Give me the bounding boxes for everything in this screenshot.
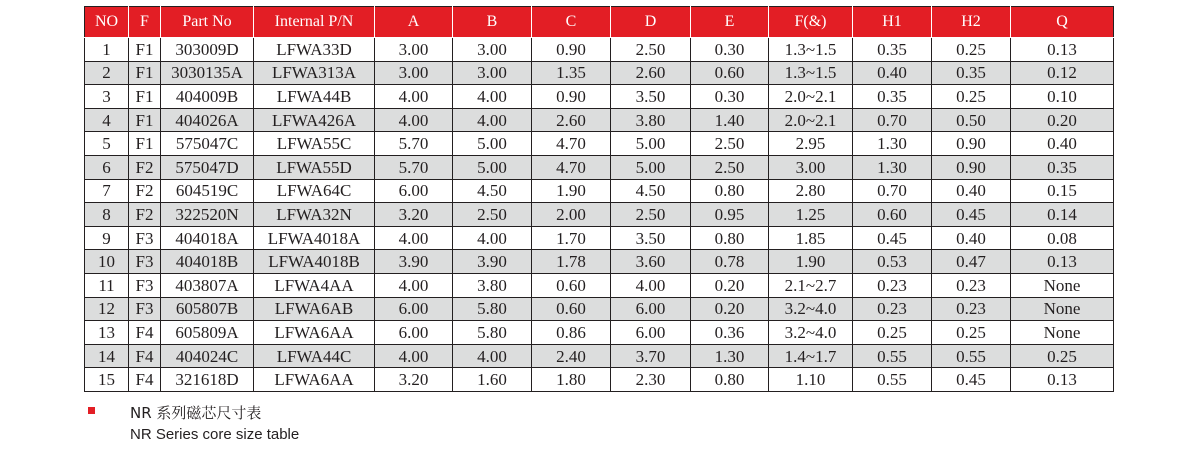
cell-h2: 0.90 — [932, 155, 1011, 179]
column-header-q: Q — [1011, 7, 1114, 38]
cell-h1: 1.30 — [853, 132, 932, 156]
cell-q: 0.40 — [1011, 132, 1114, 156]
cell-internal-pn: LFWA4018A — [254, 226, 375, 250]
cell-part-no: 605807B — [161, 297, 254, 321]
cell-q: None — [1011, 321, 1114, 345]
cell-h1: 0.35 — [853, 85, 932, 109]
table-row — [85, 179, 1114, 203]
cell-a: 3.20 — [375, 203, 453, 227]
table-row — [85, 38, 1114, 62]
caption-english: NR Series core size table — [130, 426, 300, 443]
cell-a: 4.00 — [375, 344, 453, 368]
cell-e: 0.30 — [691, 38, 769, 62]
table-row — [85, 297, 1114, 321]
cell-part-no: 404024C — [161, 344, 254, 368]
cell-h1: 0.23 — [853, 273, 932, 297]
cell-internal-pn: LFWA6AB — [254, 297, 375, 321]
cell-h2: 0.45 — [932, 368, 1011, 392]
cell-b: 1.60 — [453, 368, 532, 392]
cell-q: None — [1011, 297, 1114, 321]
cell-no: 2 — [85, 61, 129, 85]
cell-f: 2.0~2.1 — [769, 108, 853, 132]
cell-d: 3.70 — [611, 344, 691, 368]
table-row — [85, 321, 1114, 345]
cell-f: 2.0~2.1 — [769, 85, 853, 109]
cell-form: F4 — [129, 368, 161, 392]
cell-form: F2 — [129, 155, 161, 179]
cell-d: 2.50 — [611, 203, 691, 227]
cell-a: 3.00 — [375, 61, 453, 85]
cell-d: 3.50 — [611, 85, 691, 109]
cell-internal-pn: LFWA6AA — [254, 321, 375, 345]
cell-c: 1.80 — [532, 368, 611, 392]
cell-b: 5.00 — [453, 155, 532, 179]
cell-h1: 0.25 — [853, 321, 932, 345]
cell-internal-pn: LFWA426A — [254, 108, 375, 132]
cell-part-no: 322520N — [161, 203, 254, 227]
cell-h2: 0.23 — [932, 273, 1011, 297]
cell-h1: 0.53 — [853, 250, 932, 274]
column-header-h2: H2 — [932, 7, 1011, 38]
cell-e: 0.60 — [691, 61, 769, 85]
cell-b: 3.80 — [453, 273, 532, 297]
cell-c: 1.70 — [532, 226, 611, 250]
table-row — [85, 226, 1114, 250]
cell-b: 3.00 — [453, 38, 532, 62]
cell-h2: 0.25 — [932, 38, 1011, 62]
cell-h2: 0.90 — [932, 132, 1011, 156]
cell-d: 2.30 — [611, 368, 691, 392]
cell-h2: 0.45 — [932, 203, 1011, 227]
cell-q: 0.15 — [1011, 179, 1114, 203]
cell-q: None — [1011, 273, 1114, 297]
table-row — [85, 368, 1114, 392]
cell-part-no: 575047C — [161, 132, 254, 156]
column-header-part-no: Part No — [161, 7, 254, 38]
caption-chinese: NR 系列磁芯尺寸表 — [130, 404, 262, 422]
cell-h2: 0.50 — [932, 108, 1011, 132]
cell-e: 0.20 — [691, 273, 769, 297]
cell-e: 0.78 — [691, 250, 769, 274]
cell-f: 1.85 — [769, 226, 853, 250]
cell-e: 2.50 — [691, 132, 769, 156]
cell-c: 2.40 — [532, 344, 611, 368]
cell-e: 0.36 — [691, 321, 769, 345]
column-header-form: F — [129, 7, 161, 38]
table-row — [85, 108, 1114, 132]
cell-c: 1.35 — [532, 61, 611, 85]
cell-h1: 0.40 — [853, 61, 932, 85]
cell-h1: 0.55 — [853, 368, 932, 392]
table-row — [85, 85, 1114, 109]
cell-no: 13 — [85, 321, 129, 345]
cell-d: 5.00 — [611, 132, 691, 156]
cell-part-no: 575047D — [161, 155, 254, 179]
cell-q: 0.35 — [1011, 155, 1114, 179]
cell-no: 11 — [85, 273, 129, 297]
cell-part-no: 605809A — [161, 321, 254, 345]
cell-b: 4.00 — [453, 226, 532, 250]
cell-internal-pn: LFWA44C — [254, 344, 375, 368]
cell-form: F3 — [129, 226, 161, 250]
cell-c: 0.90 — [532, 85, 611, 109]
cell-no: 3 — [85, 85, 129, 109]
cell-internal-pn: LFWA55D — [254, 155, 375, 179]
cell-q: 0.25 — [1011, 344, 1114, 368]
cell-h2: 0.47 — [932, 250, 1011, 274]
cell-q: 0.14 — [1011, 203, 1114, 227]
cell-internal-pn: LFWA4018B — [254, 250, 375, 274]
cell-h2: 0.25 — [932, 85, 1011, 109]
cell-no: 15 — [85, 368, 129, 392]
cell-form: F3 — [129, 273, 161, 297]
column-header-e: E — [691, 7, 769, 38]
cell-form: F2 — [129, 203, 161, 227]
cell-no: 12 — [85, 297, 129, 321]
cell-b: 3.90 — [453, 250, 532, 274]
cell-form: F3 — [129, 250, 161, 274]
cell-f: 1.25 — [769, 203, 853, 227]
cell-internal-pn: LFWA313A — [254, 61, 375, 85]
cell-part-no: 404009B — [161, 85, 254, 109]
cell-a: 4.00 — [375, 273, 453, 297]
cell-c: 0.60 — [532, 297, 611, 321]
cell-a: 3.00 — [375, 38, 453, 62]
cell-a: 3.90 — [375, 250, 453, 274]
table-row — [85, 250, 1114, 274]
cell-form: F1 — [129, 132, 161, 156]
table-header-row — [85, 7, 1114, 38]
cell-e: 0.20 — [691, 297, 769, 321]
cell-internal-pn: LFWA64C — [254, 179, 375, 203]
cell-e: 1.30 — [691, 344, 769, 368]
cell-no: 9 — [85, 226, 129, 250]
cell-no: 5 — [85, 132, 129, 156]
cell-h1: 0.60 — [853, 203, 932, 227]
cell-b: 2.50 — [453, 203, 532, 227]
table-row — [85, 132, 1114, 156]
cell-a: 5.70 — [375, 132, 453, 156]
cell-part-no: 404018A — [161, 226, 254, 250]
cell-f: 3.2~4.0 — [769, 321, 853, 345]
cell-e: 1.40 — [691, 108, 769, 132]
cell-a: 5.70 — [375, 155, 453, 179]
cell-part-no: 321618D — [161, 368, 254, 392]
cell-f: 3.2~4.0 — [769, 297, 853, 321]
cell-part-no: 404018B — [161, 250, 254, 274]
cell-f: 2.80 — [769, 179, 853, 203]
table-row — [85, 344, 1114, 368]
cell-b: 4.00 — [453, 85, 532, 109]
cell-q: 0.08 — [1011, 226, 1114, 250]
cell-h1: 0.55 — [853, 344, 932, 368]
cell-f: 1.10 — [769, 368, 853, 392]
cell-form: F2 — [129, 179, 161, 203]
cell-e: 0.80 — [691, 179, 769, 203]
cell-d: 4.00 — [611, 273, 691, 297]
cell-c: 0.60 — [532, 273, 611, 297]
cell-h1: 0.70 — [853, 108, 932, 132]
cell-b: 5.00 — [453, 132, 532, 156]
cell-c: 4.70 — [532, 155, 611, 179]
cell-a: 4.00 — [375, 85, 453, 109]
cell-form: F4 — [129, 321, 161, 345]
cell-f: 2.1~2.7 — [769, 273, 853, 297]
cell-b: 4.50 — [453, 179, 532, 203]
cell-no: 6 — [85, 155, 129, 179]
table-row — [85, 155, 1114, 179]
cell-c: 2.60 — [532, 108, 611, 132]
cell-a: 6.00 — [375, 321, 453, 345]
cell-h1: 0.70 — [853, 179, 932, 203]
cell-form: F1 — [129, 108, 161, 132]
cell-a: 4.00 — [375, 108, 453, 132]
cell-form: F1 — [129, 85, 161, 109]
column-header-b: B — [453, 7, 532, 38]
cell-h2: 0.40 — [932, 226, 1011, 250]
cell-d: 3.80 — [611, 108, 691, 132]
table-row — [85, 273, 1114, 297]
cell-d: 3.50 — [611, 226, 691, 250]
cell-e: 0.30 — [691, 85, 769, 109]
cell-internal-pn: LFWA32N — [254, 203, 375, 227]
cell-form: F1 — [129, 61, 161, 85]
column-header-a: A — [375, 7, 453, 38]
column-header-no: NO — [85, 7, 129, 38]
cell-q: 0.13 — [1011, 250, 1114, 274]
cell-c: 4.70 — [532, 132, 611, 156]
cell-part-no: 303009D — [161, 38, 254, 62]
cell-a: 3.20 — [375, 368, 453, 392]
cell-h2: 0.25 — [932, 321, 1011, 345]
cell-d: 2.50 — [611, 38, 691, 62]
cell-d: 4.50 — [611, 179, 691, 203]
cell-no: 7 — [85, 179, 129, 203]
cell-f: 2.95 — [769, 132, 853, 156]
cell-d: 2.60 — [611, 61, 691, 85]
cell-internal-pn: LFWA4AA — [254, 273, 375, 297]
cell-b: 4.00 — [453, 108, 532, 132]
cell-q: 0.13 — [1011, 368, 1114, 392]
cell-f: 3.00 — [769, 155, 853, 179]
cell-h1: 0.35 — [853, 38, 932, 62]
cell-d: 3.60 — [611, 250, 691, 274]
cell-f: 1.4~1.7 — [769, 344, 853, 368]
cell-e: 0.80 — [691, 226, 769, 250]
column-header-d: D — [611, 7, 691, 38]
cell-q: 0.10 — [1011, 85, 1114, 109]
cell-f: 1.3~1.5 — [769, 61, 853, 85]
cell-internal-pn: LFWA44B — [254, 85, 375, 109]
cell-h2: 0.23 — [932, 297, 1011, 321]
cell-internal-pn: LFWA55C — [254, 132, 375, 156]
table-row — [85, 203, 1114, 227]
cell-part-no: 404026A — [161, 108, 254, 132]
cell-no: 8 — [85, 203, 129, 227]
cell-a: 6.00 — [375, 297, 453, 321]
cell-c: 2.00 — [532, 203, 611, 227]
cell-form: F1 — [129, 38, 161, 62]
cell-part-no: 403807A — [161, 273, 254, 297]
cell-h2: 0.40 — [932, 179, 1011, 203]
cell-b: 3.00 — [453, 61, 532, 85]
table-row — [85, 61, 1114, 85]
cell-d: 6.00 — [611, 297, 691, 321]
column-header-internal-pn: Internal P/N — [254, 7, 375, 38]
cell-f: 1.90 — [769, 250, 853, 274]
cell-form: F3 — [129, 297, 161, 321]
cell-e: 2.50 — [691, 155, 769, 179]
cell-b: 5.80 — [453, 297, 532, 321]
cell-no: 1 — [85, 38, 129, 62]
cell-c: 1.90 — [532, 179, 611, 203]
cell-e: 0.80 — [691, 368, 769, 392]
cell-c: 0.86 — [532, 321, 611, 345]
cell-h2: 0.35 — [932, 61, 1011, 85]
cell-q: 0.20 — [1011, 108, 1114, 132]
cell-c: 0.90 — [532, 38, 611, 62]
cell-b: 5.80 — [453, 321, 532, 345]
cell-h1: 0.23 — [853, 297, 932, 321]
cell-no: 4 — [85, 108, 129, 132]
cell-no: 14 — [85, 344, 129, 368]
cell-a: 4.00 — [375, 226, 453, 250]
cell-f: 1.3~1.5 — [769, 38, 853, 62]
cell-part-no: 604519C — [161, 179, 254, 203]
cell-part-no: 3030135A — [161, 61, 254, 85]
cell-no: 10 — [85, 250, 129, 274]
cell-e: 0.95 — [691, 203, 769, 227]
cell-internal-pn: LFWA6AA — [254, 368, 375, 392]
cell-form: F4 — [129, 344, 161, 368]
cell-b: 4.00 — [453, 344, 532, 368]
cell-q: 0.13 — [1011, 38, 1114, 62]
cell-h1: 1.30 — [853, 155, 932, 179]
core-size-table — [84, 6, 1114, 392]
cell-q: 0.12 — [1011, 61, 1114, 85]
red-square-bullet-icon — [88, 407, 95, 414]
table-body — [85, 38, 1114, 392]
cell-c: 1.78 — [532, 250, 611, 274]
cell-a: 6.00 — [375, 179, 453, 203]
cell-d: 6.00 — [611, 321, 691, 345]
cell-h2: 0.55 — [932, 344, 1011, 368]
cell-d: 5.00 — [611, 155, 691, 179]
cell-internal-pn: LFWA33D — [254, 38, 375, 62]
column-header-c: C — [532, 7, 611, 38]
column-header-f: F(&) — [769, 7, 853, 38]
column-header-h1: H1 — [853, 7, 932, 38]
cell-h1: 0.45 — [853, 226, 932, 250]
